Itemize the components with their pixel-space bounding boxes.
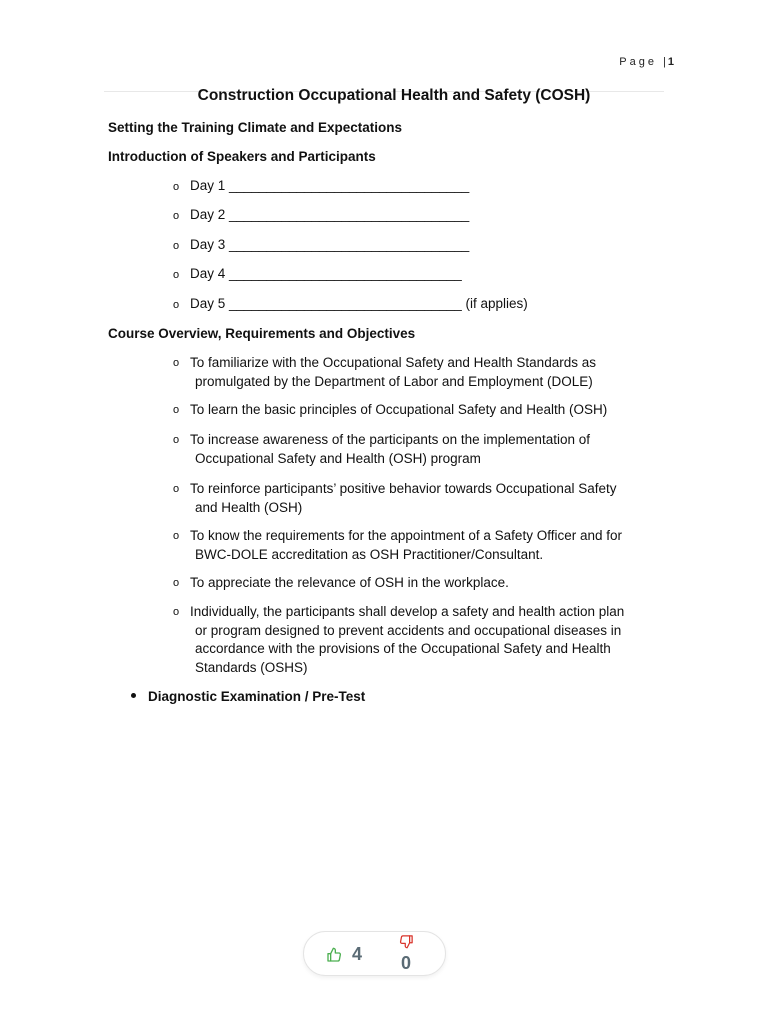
list-item-day-3 bbox=[173, 236, 677, 255]
bullet-marker: o bbox=[173, 434, 180, 446]
objective-item bbox=[190, 603, 677, 677]
bullet-marker: o bbox=[173, 530, 180, 542]
downvote-count: 0 bbox=[400, 953, 411, 973]
list-item-text: Day 5 _______________________________ (if applies) bbox=[190, 296, 528, 311]
objective-line: promulgated by the Department of Labor and Employment (DOLE) bbox=[195, 373, 593, 389]
thumbs-down-icon bbox=[396, 934, 416, 949]
list-item-text: Day 4 _______________________________ bbox=[190, 266, 462, 281]
bullet-marker: o bbox=[173, 404, 180, 416]
objective-line: To learn the basic principles of Occupational Safety and Health (OSH) bbox=[190, 402, 608, 417]
objective-line: Standards (OSHS) bbox=[195, 659, 308, 675]
page-number-header bbox=[619, 56, 674, 68]
objective-line: To appreciate the relevance of OSH in the workplace. bbox=[190, 575, 509, 590]
section-heading-course-overview: Course Overview, Requirements and Objectives bbox=[108, 326, 416, 341]
bullet-dot-icon bbox=[131, 693, 136, 698]
list-item-day-5 bbox=[173, 295, 677, 314]
bullet-marker: o bbox=[173, 181, 180, 193]
objective-item bbox=[190, 354, 677, 391]
objective-line: To reinforce participants’ positive behavior towards Occupational Safety bbox=[190, 481, 617, 496]
objective-line: Individually, the participants shall develop a safety and health action plan bbox=[190, 604, 625, 619]
objective-item bbox=[190, 431, 677, 468]
page-number: 1 bbox=[667, 56, 674, 68]
bullet-marker: o bbox=[173, 606, 180, 618]
document-title: Construction Occupational Health and Safety (COSH) bbox=[197, 87, 591, 104]
list-item-text: Day 1 ________________________________ bbox=[190, 178, 470, 193]
objective-line: To increase awareness of the participants on the implementation of bbox=[190, 432, 590, 447]
objective-line: To familiarize with the Occupational Safety and Health Standards as bbox=[190, 355, 596, 370]
list-item-day-1 bbox=[173, 177, 677, 196]
bullet-marker: o bbox=[173, 299, 180, 311]
list-item-text: Day 2 ________________________________ bbox=[190, 207, 470, 222]
objective-item bbox=[190, 401, 677, 420]
objective-item bbox=[190, 527, 677, 564]
objective-line: To know the requirements for the appointment of a Safety Officer and for bbox=[190, 528, 622, 543]
objective-line: accordance with the provisions of the Occupational Safety and Health bbox=[195, 641, 611, 656]
upvote-count: 4 bbox=[352, 944, 363, 964]
bullet-marker: o bbox=[173, 240, 180, 252]
list-item-text: Day 3 ________________________________ bbox=[190, 237, 470, 252]
objective-line: or program designed to prevent accidents and occupational diseases in bbox=[195, 622, 622, 638]
objective-line: Occupational Safety and Health (OSH) program bbox=[195, 450, 481, 466]
bullet-marker: o bbox=[173, 357, 180, 369]
list-item-day-2 bbox=[173, 206, 677, 225]
upvote-button[interactable] bbox=[326, 944, 362, 965]
exam-list-item bbox=[131, 689, 365, 704]
objective-line: and Health (OSH) bbox=[195, 499, 303, 515]
page-label: Page bbox=[619, 56, 657, 68]
bullet-marker: o bbox=[173, 577, 180, 589]
section-heading-training-climate: Setting the Training Climate and Expectations bbox=[108, 120, 403, 135]
bullet-marker: o bbox=[173, 483, 180, 495]
objective-item bbox=[190, 574, 677, 593]
vote-widget bbox=[303, 931, 446, 976]
list-item-day-4 bbox=[173, 265, 677, 284]
page-separator: | bbox=[663, 56, 666, 68]
downvote-button[interactable] bbox=[396, 934, 416, 973]
objective-item bbox=[190, 480, 677, 517]
exam-item-text: Diagnostic Examination / Pre-Test bbox=[148, 689, 366, 704]
thumbs-up-icon bbox=[326, 947, 342, 963]
bullet-marker: o bbox=[173, 210, 180, 222]
bullet-marker: o bbox=[173, 269, 180, 281]
section-heading-introduction: Introduction of Speakers and Participants bbox=[108, 149, 376, 164]
objective-line: BWC-DOLE accreditation as OSH Practitioner/Consultant. bbox=[195, 546, 544, 562]
